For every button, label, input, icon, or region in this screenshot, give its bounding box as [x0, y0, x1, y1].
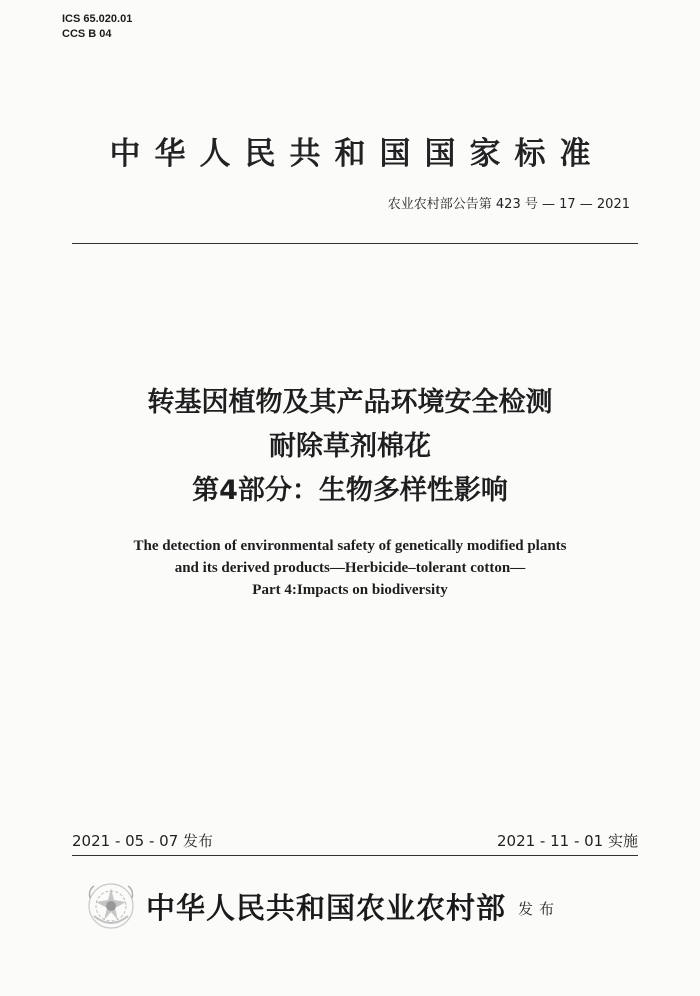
- title-cn-line-2: 耐除草剂棉花: [269, 431, 431, 462]
- title-en-line-1: The detection of environmental safety of genetically modified plants: [133, 538, 567, 554]
- title-en-line-3: Part 4:Impacts on biodiversity: [252, 582, 448, 598]
- title-cn-line-1: 转基因植物及其产品环境安全检测: [147, 387, 553, 418]
- issued-label: 发布: [518, 900, 561, 918]
- issue-date: 2021 - 05 - 07 发布: [72, 832, 214, 850]
- implementation-date: 2021 - 11 - 01 实施: [496, 832, 638, 850]
- ics-code: ICS 65.020.01: [62, 13, 133, 25]
- issuing-ministry: 中华人民共和国农业农村部: [146, 891, 507, 925]
- ministry-emblem-icon: [86, 878, 136, 934]
- footer-divider: [72, 855, 638, 856]
- standard-title: 中华人民共和国国家标准: [109, 136, 605, 172]
- title-en-line-2: and its derived products—Herbicide–tolerant cotton—: [174, 560, 526, 576]
- standard-number: 农业农村部公告第 423 号 — 17 — 2021: [387, 197, 630, 212]
- header-divider: [72, 243, 638, 244]
- title-cn-line-3: 第4部分：生物多样性影响: [192, 475, 508, 506]
- ccs-code: CCS B 04: [62, 28, 112, 40]
